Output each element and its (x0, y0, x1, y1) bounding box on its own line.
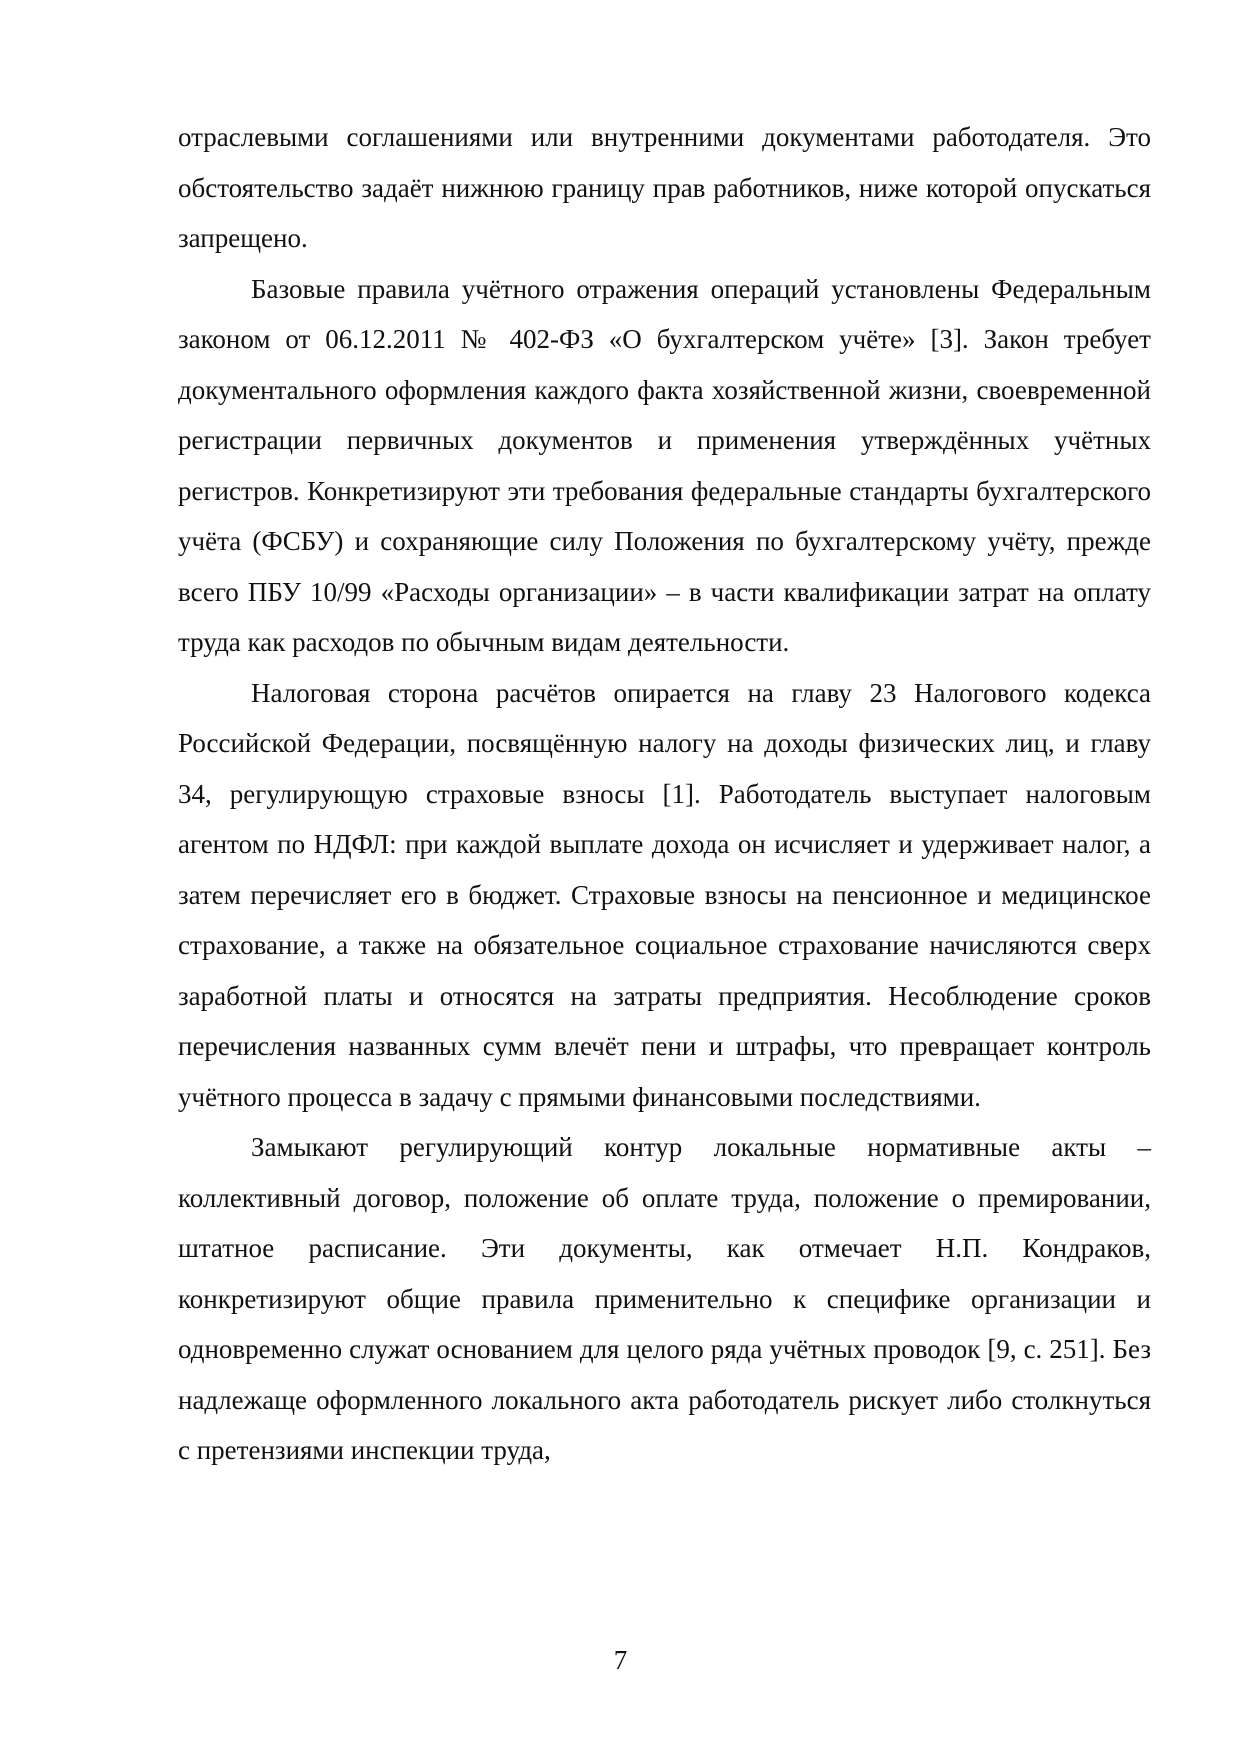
paragraph-continued: отраслевыми соглашениями или внутренними документами работодателя. Это обстоятельство задаёт нижнюю границу прав работников, ниже которой опускаться запрещено. (178, 122, 1151, 253)
paragraph-tax-code: Налоговая сторона расчётов опирается на главу 23 Налогового кодекса Российской Федерации, посвящённую налогу на доходы физических лиц, и главу 34, регулирующую страховые взносы [1]. Работодатель выступает налоговым агентом по НДФЛ: при каждой выплате дохода он исчисляет и удерживает налог, а затем перечисляет его в бюджет. Страховые взносы на пенсионное и медицинское страхование, а также на обязательное социальное страхование начисляются сверх заработной платы и относятся на затраты предприятия. Несоблюдение сроков перечисления названных сумм влечёт пени и штрафы, что превращает контроль учётного процесса в задачу с прямыми финансовыми последствиями. (178, 677, 1151, 1112)
body-text (178, 112, 1151, 1476)
page-number: 7 (613, 1645, 628, 1675)
paragraph-accounting-law: Базовые правила учётного отражения операций установлены Федеральным законом от 06.12.2011 № 402-ФЗ «О бухгалтерском учёте» [3]. Закон требует документального оформления каждого факта хозяйственной жизни, своевременной регистрации первичных документов и применения утверждённых учётных регистров. Конкретизируют эти требования федеральные стандарты бухгалтерского учёта (ФСБУ) и сохраняющие силу Положения по бухгалтерскому учёту, прежде всего ПБУ 10/99 «Расходы организации» – в части квалификации затрат на оплату труда как расходов по обычным видам деятельности. (178, 273, 1151, 657)
paragraph-local-acts: Замыкают регулирующий контур локальные нормативные акты – коллективный договор, положение об оплате труда, положение о премировании, штатное расписание. Эти документы, как отмечает Н.П. Кондраков, конкретизируют общие правила применительно к специфике организации и одновременно служат основанием для целого ряда учётных проводок [9, с. 251]. Без надлежаще оформленного локального акта работодатель рискует либо столкнуться с претензиями инспекции труда, (178, 1132, 1151, 1465)
